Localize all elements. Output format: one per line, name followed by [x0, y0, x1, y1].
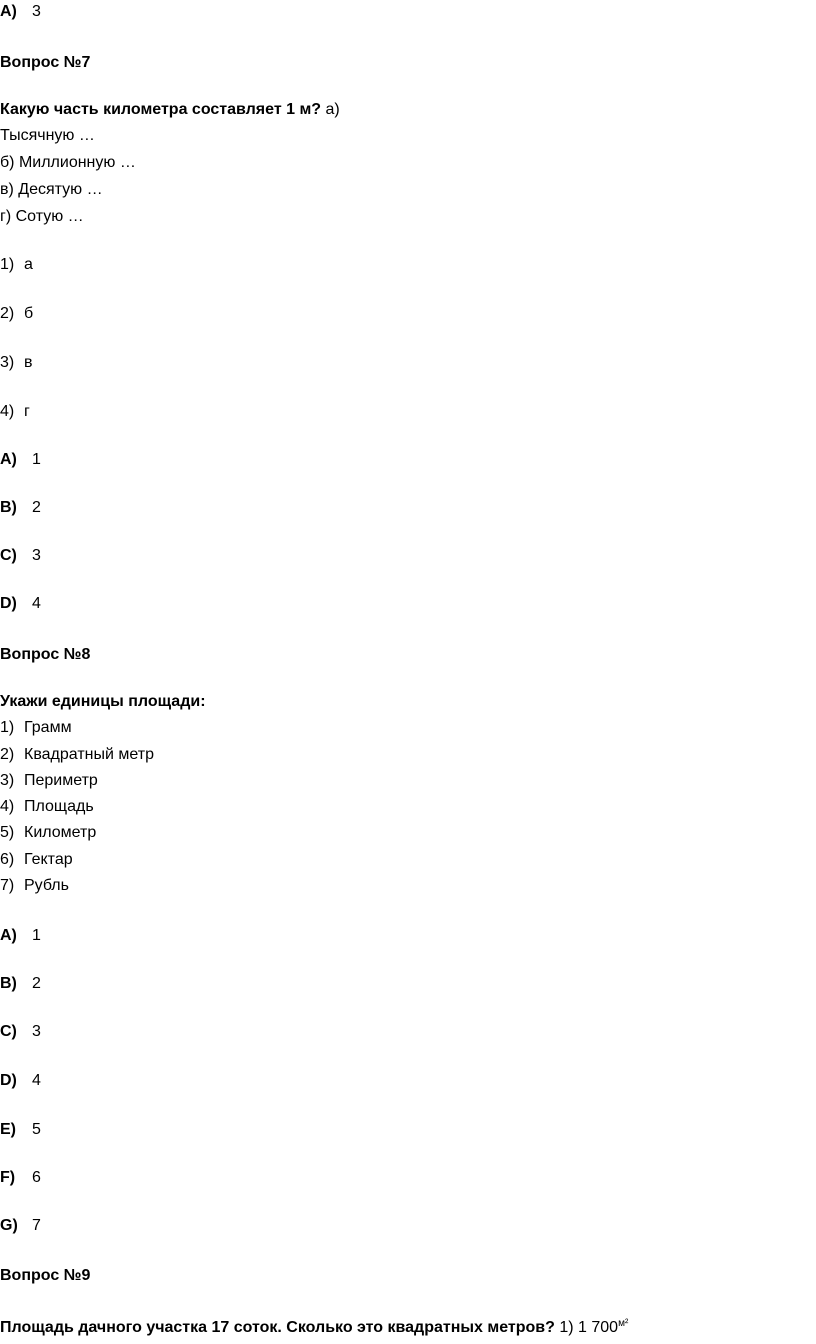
numbered-item — [0, 850, 73, 870]
answer-option[interactable] — [0, 2, 41, 22]
option-key: G) — [0, 1217, 18, 1234]
numbered-item — [0, 353, 33, 373]
option-value: 7 — [32, 1217, 41, 1234]
option-value: 2 — [32, 499, 41, 516]
numbered-item — [0, 718, 72, 738]
item-number: 2) — [0, 746, 15, 763]
item-number: 1) — [0, 719, 15, 736]
numbered-item — [0, 771, 98, 791]
option-key: D) — [0, 595, 17, 612]
item-text: Грамм — [24, 719, 72, 736]
item-number: 7) — [0, 877, 15, 894]
item-number: 4) — [0, 798, 15, 815]
answer-option[interactable] — [0, 1168, 41, 1188]
option-key: B) — [0, 499, 17, 516]
item-text: Площадь — [24, 798, 94, 815]
option-key: A) — [0, 927, 17, 944]
answer-option[interactable] — [0, 594, 41, 614]
question-7-text — [0, 100, 340, 120]
item-text: Периметр — [24, 772, 98, 789]
item-text: б — [24, 305, 34, 322]
item-text: Километр — [24, 824, 97, 841]
answer-option[interactable] — [0, 1022, 41, 1042]
option-value: 4 — [32, 595, 41, 612]
item-number: 3) — [0, 354, 15, 371]
numbered-item — [0, 745, 154, 765]
option-key: F) — [0, 1169, 16, 1186]
option-value: 1 — [32, 451, 41, 468]
option-key: A) — [0, 451, 17, 468]
option-value: 1 — [32, 927, 41, 944]
question-inline: а) — [325, 101, 340, 118]
answer-option[interactable] — [0, 926, 41, 946]
question-8-text: Укажи единицы площади: — [0, 693, 206, 710]
variant-line: Тысячную … — [0, 127, 95, 144]
item-number: 4) — [0, 403, 15, 420]
answer-option[interactable] — [0, 1071, 41, 1091]
question-9-text — [0, 1314, 628, 1338]
option-value: 3 — [32, 547, 41, 564]
item-number: 3) — [0, 772, 15, 789]
option-key: C) — [0, 547, 17, 564]
answer-option[interactable] — [0, 1120, 41, 1140]
question-text: Площадь дачного участка 17 соток. Сколько это квадратных метров? — [0, 1319, 555, 1336]
numbered-item — [0, 823, 96, 843]
answer-option[interactable] — [0, 546, 41, 566]
question-text: Какую часть километра составляет 1 м? — [0, 101, 322, 118]
question-7-title: Вопрос №7 — [0, 54, 91, 71]
numbered-item — [0, 797, 94, 817]
item-number: 2) — [0, 305, 15, 322]
numbered-item — [0, 304, 33, 324]
option-value: 6 — [32, 1169, 41, 1186]
item-text: Рубль — [24, 877, 69, 894]
option-value: 2 — [32, 975, 41, 992]
variant-line: г) Сотую … — [0, 208, 84, 225]
item-number: 6) — [0, 851, 15, 868]
option-value: 3 — [32, 3, 41, 20]
option-value: 3 — [32, 1023, 41, 1040]
item-number: 1) — [0, 256, 15, 273]
answer-option[interactable] — [0, 450, 41, 470]
numbered-item — [0, 876, 69, 896]
option-key: E) — [0, 1121, 16, 1138]
item-text: а — [24, 256, 33, 273]
option-key: C) — [0, 1023, 17, 1040]
option-key: A) — [0, 3, 17, 20]
item-text: в — [24, 354, 33, 371]
question-9-title: Вопрос №9 — [0, 1267, 91, 1284]
item-text: Квадратный метр — [24, 746, 154, 763]
option-key: D) — [0, 1072, 17, 1089]
option-value: 4 — [32, 1072, 41, 1089]
question-inline: 1) 1 700 — [559, 1319, 619, 1336]
numbered-item — [0, 255, 33, 275]
variant-line: в) Десятую … — [0, 181, 103, 198]
answer-option[interactable] — [0, 1216, 41, 1236]
item-text: г — [24, 403, 30, 420]
option-key: B) — [0, 975, 17, 992]
answer-option[interactable] — [0, 974, 41, 994]
item-text: Гектар — [24, 851, 73, 868]
answer-option[interactable] — [0, 498, 41, 518]
option-value: 5 — [32, 1121, 41, 1138]
item-number: 5) — [0, 824, 15, 841]
unit-label: м² — [618, 1318, 629, 1329]
question-8-title: Вопрос №8 — [0, 646, 91, 663]
variant-line: б) Миллионную … — [0, 154, 136, 171]
numbered-item — [0, 402, 30, 422]
